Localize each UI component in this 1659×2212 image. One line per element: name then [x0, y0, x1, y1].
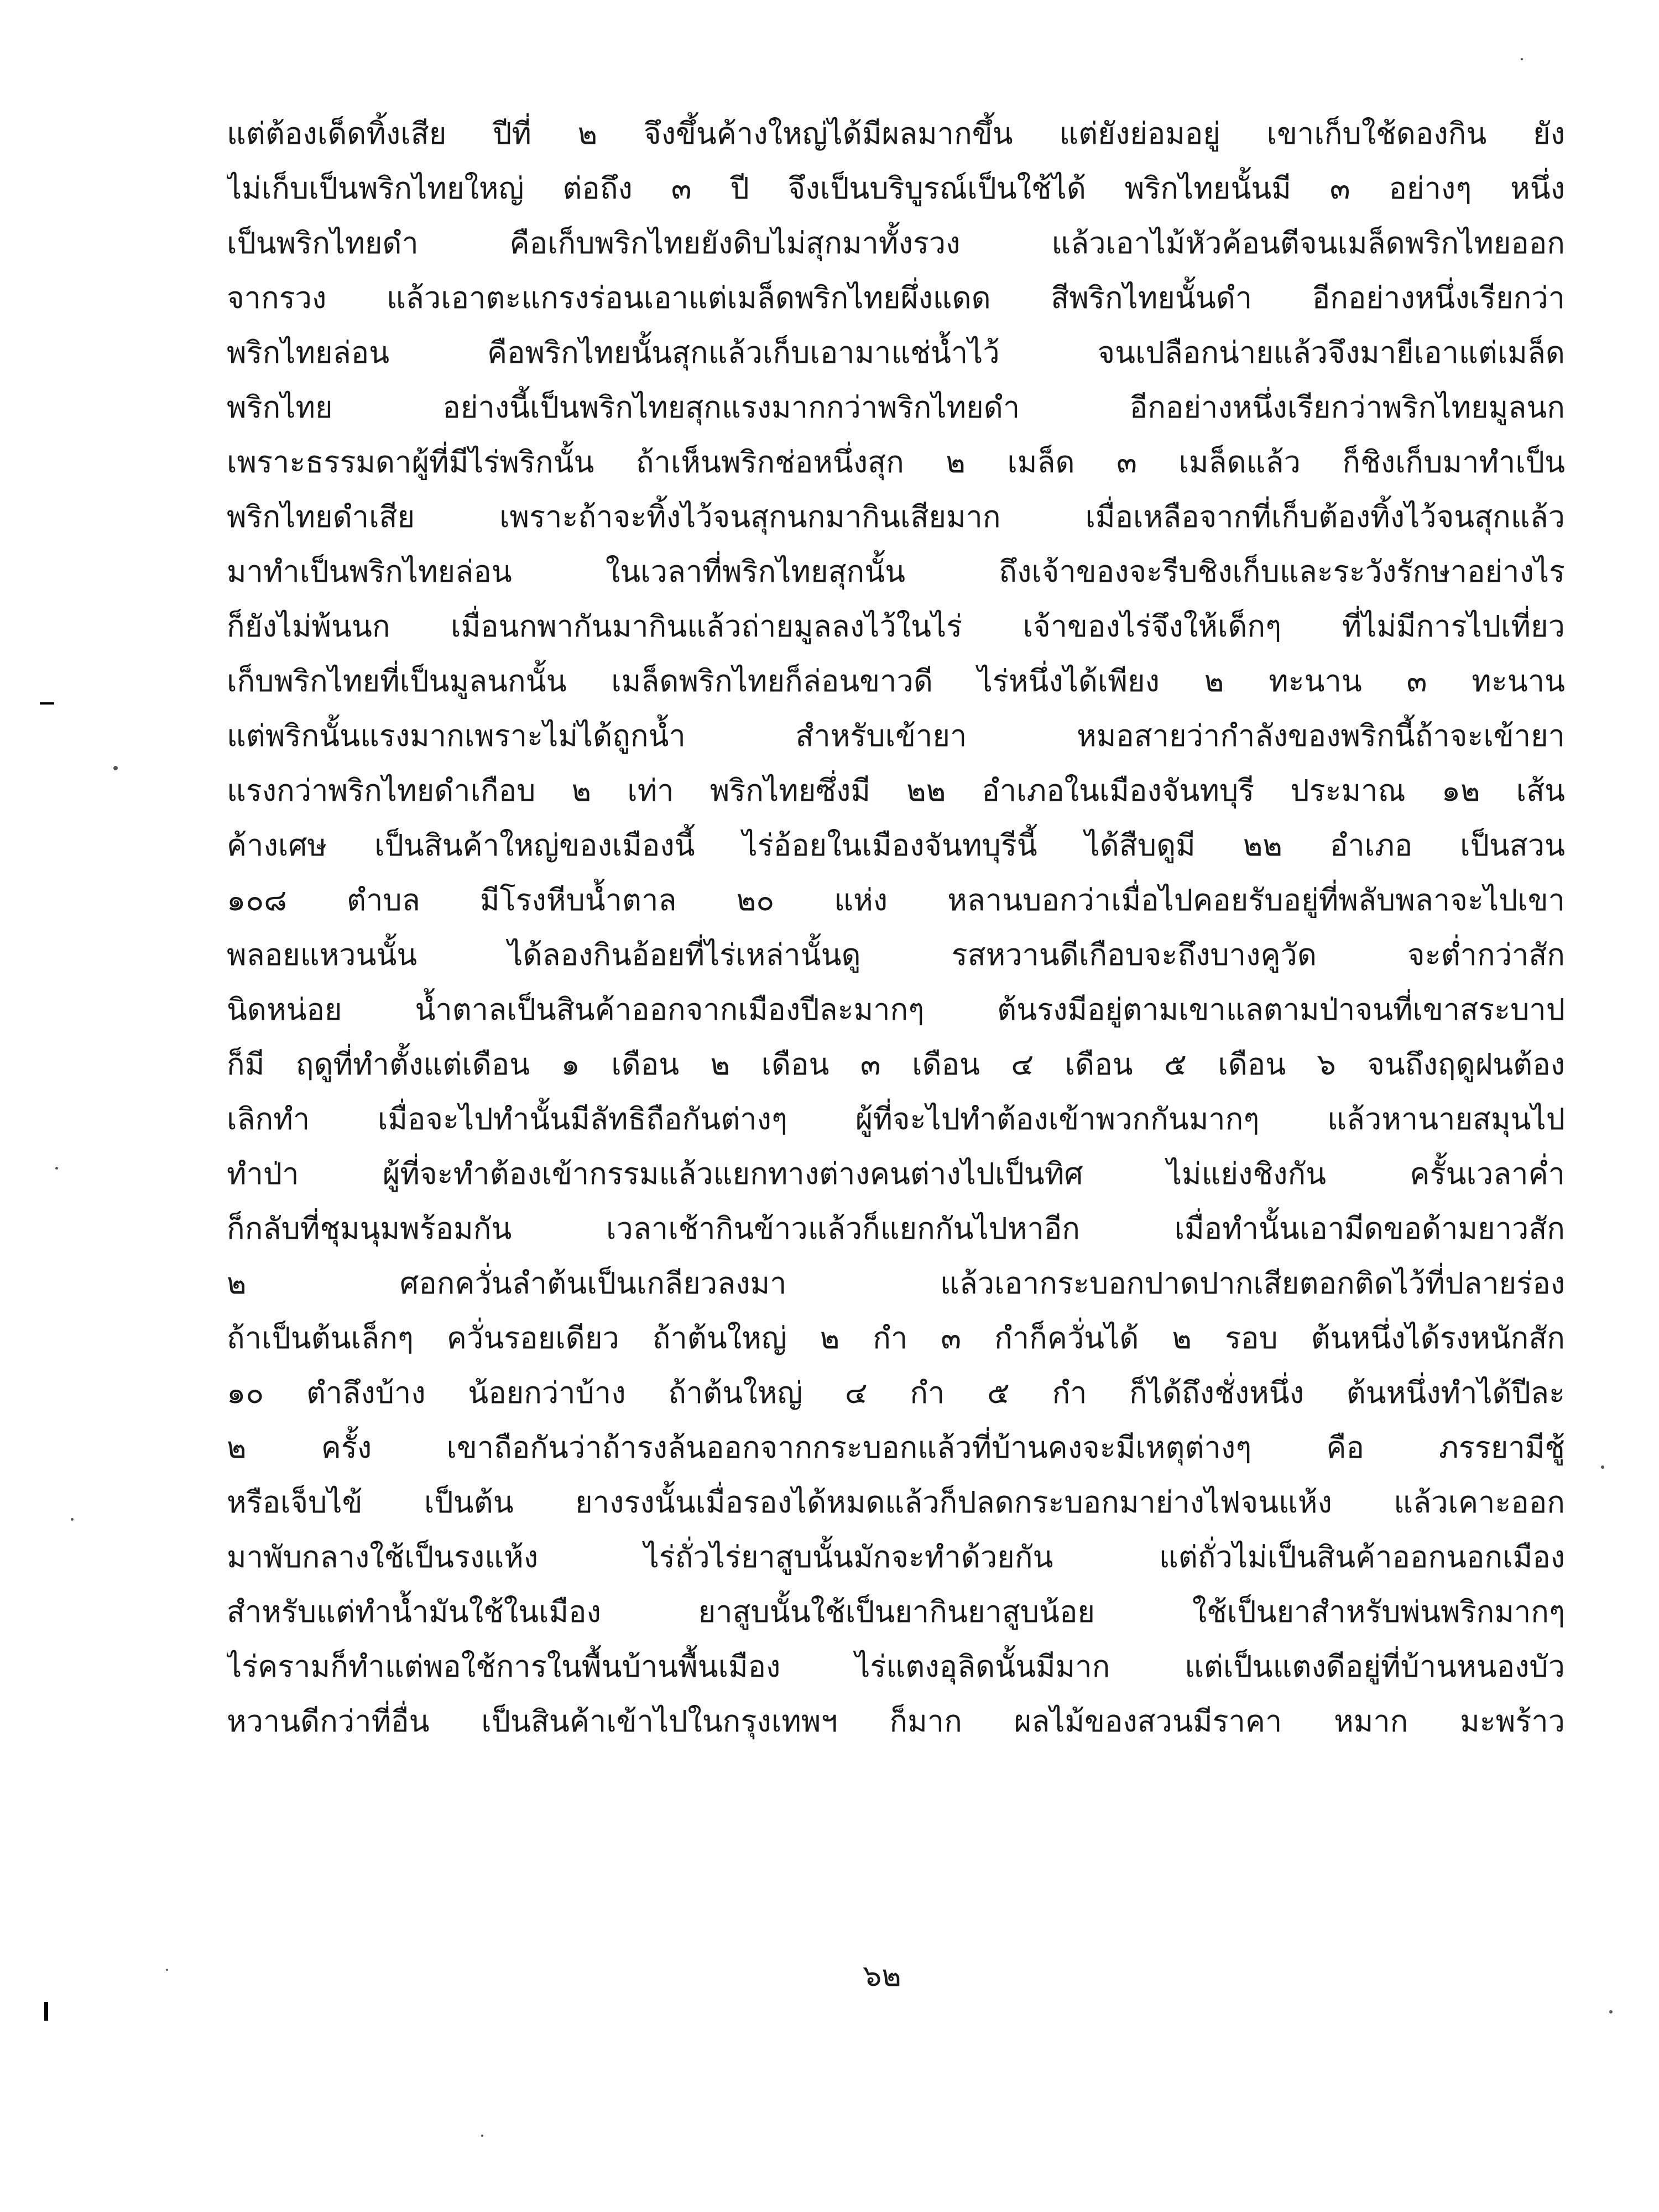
text-line: สำหรับแต่ทำน้ำมันใช้ในเมือง ยาสูบนั้นใช้เป็นยากินยาสูบน้อย ใช้เป็นยาสำหรับพ่นพริกมากๆ: [227, 1594, 1565, 1629]
text-line: ไม่เก็บเป็นพริกไทยใหญ่ ต่อถึง ๓ ปี จึงเป็นบริบูรณ์เป็นใช้ได้ พริกไทยนั้นมี ๓ อย่างๆ หนึ่ง: [227, 171, 1565, 206]
scan-speck: [55, 1167, 58, 1170]
body-text: [227, 106, 1565, 1749]
text-line: จากรวง แล้วเอาตะแกรงร่อนเอาแต่เมล็ดพริกไทยผึ่งแดด สีพริกไทยนั้นดำ อีกอย่างหนึ่งเรียกว่า: [227, 280, 1565, 315]
text-line: แต่พริกนั้นแรงมากเพราะไม่ได้ถูกน้ำ สำหรับเข้ายา หมอสายว่ากำลังของพริกนี้ถ้าจะเข้ายา: [227, 718, 1565, 753]
text-line: ไร่ครามก็ทำแต่พอใช้การในพื้นบ้านพื้นเมือง ไร่แตงอุลิดนั้นมีมาก แต่เป็นแตงดีอยู่ที่บ้านหนองบัว: [227, 1649, 1565, 1684]
text-line: ค้างเศษ เป็นสินค้าใหญ่ของเมืองนี้ ไร่อ้อยในเมืองจันทบุรีนี้ ได้สืบดูมี ๒๒ อำเภอ เป็นสวน: [227, 828, 1565, 863]
scan-speck: [1521, 58, 1523, 60]
text-line: นิดหน่อย น้ำตาลเป็นสินค้าออกจากเมืองปีละมากๆ ต้นรงมีอยู่ตามเขาแลตามป่าจนที่เขาสระบาป: [227, 992, 1565, 1027]
text-line: เพราะธรรมดาผู้ที่มีไร่พริกนั้น ถ้าเห็นพริกช่อหนึ่งสุก ๒ เมล็ด ๓ เมล็ดแล้ว ก็ชิงเก็บมาทำเป็น: [227, 445, 1565, 479]
text-line: ทำป่า ผู้ที่จะทำต้องเข้ากรรมแล้วแยกทางต่างคนต่างไปเป็นทิศ ไม่แย่งชิงกัน ครั้นเวลาค่ำ: [227, 1156, 1565, 1191]
text-line: หรือเจ็บไข้ เป็นต้น ยางรงนั้นเมื่อรองได้หมดแล้วก็ปลดกระบอกมาย่างไฟจนแห้ง แล้วเคาะออก: [227, 1485, 1565, 1520]
scan-speck: [166, 1969, 168, 1971]
scan-mark: [44, 2002, 48, 2021]
text-line: ๒ ครั้ง เขาถือกันว่าถ้ารงล้นออกจากกระบอกแล้วที่บ้านคงจะมีเหตุต่างๆ คือ ภรรยามีชู้: [227, 1430, 1565, 1465]
text-line: หวานดีกว่าที่อื่น เป็นสินค้าเข้าไปในกรุงเทพฯ ก็มาก ผลไม้ของสวนมีราคา หมาก มะพร้าว: [227, 1704, 1565, 1739]
text-line: ก็กลับที่ชุมนุมพร้อมกัน เวลาเช้ากินข้าวแล้วก็แยกกันไปหาอีก เมื่อทำนั้นเอามีดขอด้ามยาวสัก: [227, 1211, 1565, 1246]
text-line: เก็บพริกไทยที่เป็นมูลนกนั้น เมล็ดพริกไทยก็ล่อนขาวดี ไร่หนึ่งได้เพียง ๒ ทะนาน ๓ ทะนาน: [227, 664, 1565, 698]
text-line: แรงกว่าพริกไทยดำเกือบ ๒ เท่า พริกไทยซึ่งมี ๒๒ อำเภอในเมืองจันทบุรี ประมาณ ๑๒ เส้น: [227, 773, 1565, 808]
scan-speck: [113, 766, 118, 770]
scan-speck: [71, 1518, 74, 1521]
text-line: แต่ต้องเด็ดทิ้งเสีย ปีที่ ๒ จึงขึ้นค้างใหญ่ได้มีผลมากขึ้น แต่ยังย่อมอยู่ เขาเก็บใช้ดองกิน ยัง: [227, 116, 1565, 151]
scan-speck: [1609, 2010, 1613, 2013]
text-line: ก็ยังไม่พ้นนก เมื่อนกพากันมากินแล้วถ่ายมูลลงไว้ในไร่ เจ้าของไร่จึงให้เด็กๆ ที่ไม่มีการไปเที่ยว: [227, 609, 1565, 644]
text-line: มาพับกลางใช้เป็นรงแห้ง ไร่ถั่วไร่ยาสูบนั้นมักจะทำด้วยกัน แต่ถั่วไม่เป็นสินค้าออกนอกเมือง: [227, 1540, 1565, 1574]
text-line: ๒ ศอกควั่นลำต้นเป็นเกลียวลงมา แล้วเอากระบอกปาดปากเสียตอกติดไว้ที่ปลายร่อง: [227, 1266, 1565, 1301]
text-line: พริกไทยล่อน คือพริกไทยนั้นสุกแล้วเก็บเอามาแช่น้ำไว้ จนเปลือกน่ายแล้วจึงมายีเอาแต่เมล็ด: [227, 335, 1565, 370]
text-line: ๑๐๘ ตำบล มีโรงหีบน้ำตาล ๒๐ แห่ง หลานบอกว่าเมื่อไปคอยรับอยู่ที่พลับพลาจะไปเขา: [227, 883, 1565, 917]
text-line: เลิกทำ เมื่อจะไปทำนั้นมีลัทธิถือกันต่างๆ ผู้ที่จะไปทำต้องเข้าพวกกันมากๆ แล้วหานายสมุนไป: [227, 1102, 1565, 1136]
text-line: พลอยแหวนนั้น ได้ลองกินอ้อยที่ไร่เหล่านั้นดู รสหวานดีเกือบจะถึงบางคูวัด จะต่ำกว่าสัก: [227, 937, 1565, 972]
page-number: ๖๒: [863, 1958, 901, 1993]
scan-speck: [1601, 1465, 1604, 1469]
text-line: พริกไทยดำเสีย เพราะถ้าจะทิ้งไว้จนสุกนกมากินเสียมาก เมื่อเหลือจากที่เก็บต้องทิ้งไว้จนสุกแล้ว: [227, 499, 1565, 534]
scan-mark: [40, 702, 54, 705]
text-line: พริกไทย อย่างนี้เป็นพริกไทยสุกแรงมากกว่าพริกไทยดำ อีกอย่างหนึ่งเรียกว่าพริกไทยมูลนก: [227, 390, 1565, 425]
scan-speck: [481, 2135, 483, 2137]
text-line: ก็มี ฤดูที่ทำตั้งแต่เดือน ๑ เดือน ๒ เดือน ๓ เดือน ๔ เดือน ๕ เดือน ๖ จนถึงฤดูฝนต้อง: [227, 1047, 1565, 1082]
text-line: ถ้าเป็นต้นเล็กๆ ควั่นรอยเดียว ถ้าต้นใหญ่ ๒ กำ ๓ กำก็ควั่นได้ ๒ รอบ ต้นหนึ่งได้รงหนักสัก: [227, 1321, 1565, 1355]
text-line: ๑๐ ตำลึงบ้าง น้อยกว่าบ้าง ถ้าต้นใหญ่ ๔ กำ ๕ กำ ก็ได้ถึงชั่งหนึ่ง ต้นหนึ่งทำได้ปีละ: [227, 1375, 1565, 1410]
text-line: เป็นพริกไทยดำ คือเก็บพริกไทยยังดิบไม่สุกมาทั้งรวง แล้วเอาไม้หัวค้อนตีจนเมล็ดพริกไทยออก: [227, 226, 1565, 260]
text-line: มาทำเป็นพริกไทยล่อน ในเวลาที่พริกไทยสุกนั้น ถึงเจ้าของจะรีบชิงเก็บและระวังรักษาอย่างไร: [227, 554, 1565, 589]
